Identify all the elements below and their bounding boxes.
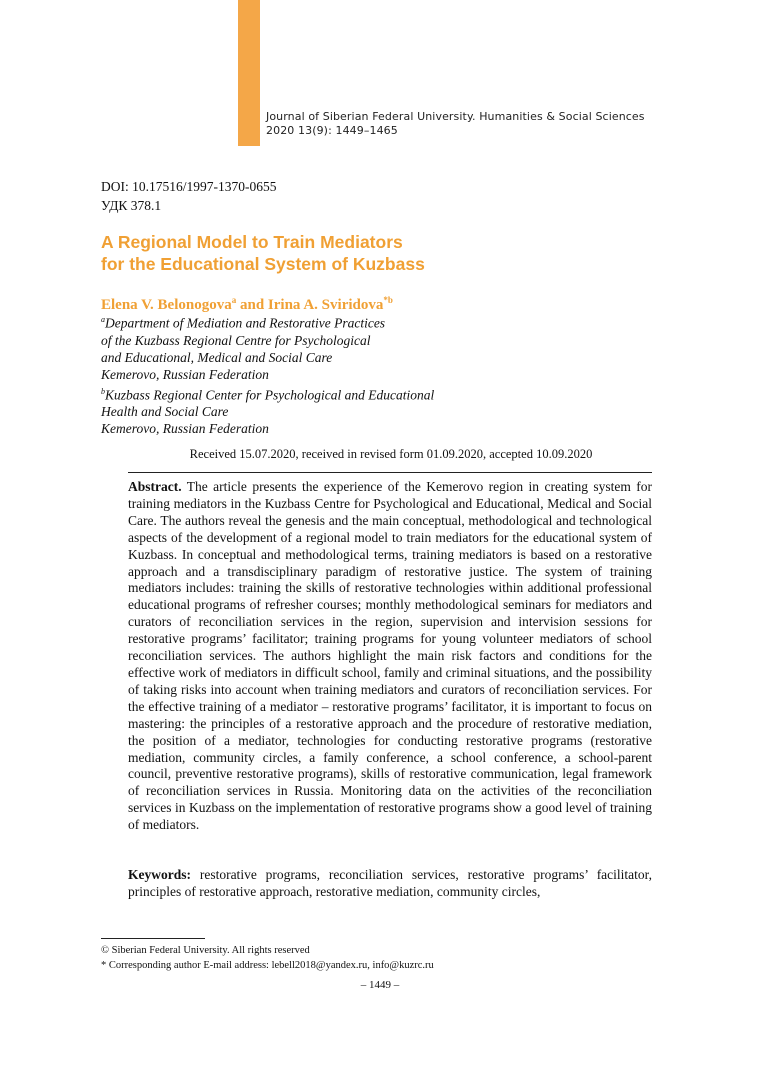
journal-header: [266, 110, 645, 138]
abstract-text: The article presents the experience of the Kemerovo region in creating system for training mediators in the Kuzbass Centre for Psychological and Educational, Medical and Social Care. The authors reveal the genesis and the main conceptual, methodological and technological aspects of the development of a regional model to train mediators for the educational system of Kuzbass. In conceptual and methodological terms, training mediators is based on a restorative approach and a transdisciplinary paradigm of restorative justice. The system of training mediators includes: training the skills of restorative technologies within additional professional educational programs of refresher courses; monthly methodological seminars for mediators and curators of reconciliation services in the region, supervision and intervision sessions for restorative programs’ facilitator; training programs for young volunteer mediators of school reconciliation services. The authors highlight the main risk factors and conditions for the effective work of mediators in difficult school, family and criminal situations, and the possibility of taking risks into account when training mediators and curators of reconciliation services. For the effective training of a mediator – restorative programs’ facilitator, it is important to focus on mastering: the principles of a restorative approach and the procedure of restorative mediation, the position of a mediator, technologies for conducting restorative programs (restorative mediation, community circles, a family conference, a school conference, a school-parent council, preventive restorative programs), skills of restorative communication, legal framework of reconciliation services in Russia. Monitoring data on the activities of the reconciliation services in Kuzbass on the implementation of restorative programs show a good level of training of mediators.: [128, 479, 652, 833]
copyright-note: © Siberian Federal University. All rights reserved: [101, 945, 310, 956]
affiliation-a-line-1: $^a$Department of Mediation and Restorative Practices: [101, 315, 386, 331]
author-1-mark: a: [231, 295, 237, 305]
received-dates: Received 15.07.2020, received in revised form 01.09.2020, accepted 10.09.2020: [189, 447, 593, 461]
abstract: [128, 479, 652, 834]
abstract-rule: [128, 472, 652, 473]
journal-accent-bar: [238, 0, 260, 146]
keywords-text: restorative programs, reconciliation services, restorative programs’ facilitator, principles of restorative approach, restorative mediation, community circles,: [128, 867, 652, 899]
affiliation-b-line-3: Kemerovo, Russian Federation: [101, 421, 269, 436]
udk: УДК 378.1: [101, 198, 162, 213]
author-2-mark: *b: [383, 295, 393, 305]
footnote-rule: [101, 938, 205, 939]
journal-name: Journal of Siberian Federal University. Humanities & Social Sciences: [266, 110, 645, 123]
affiliation-b-mark: b: [101, 386, 105, 396]
corresponding-author-note: * Corresponding author E-mail address: lebell2018@yandex.ru, info@kuzrc.ru: [101, 960, 434, 971]
affiliation-b-line-2: Health and Social Care: [101, 404, 229, 419]
affiliation-a-line-2: of the Kuzbass Regional Centre for Psychological: [101, 332, 371, 348]
title-line-1: A Regional Model to Train Mediators: [101, 232, 403, 252]
affiliation-a-line-4: Kemerovo, Russian Federation: [101, 366, 269, 382]
footnotes: [101, 943, 434, 973]
page-number: – 1449 –: [360, 979, 400, 991]
author-1: Elena V. Belonogova: [101, 297, 232, 313]
journal-issue: 2020 13(9): 1449–1465: [266, 124, 398, 137]
affiliation-a-mark: a: [101, 315, 105, 324]
author-2: Irina A. Sviridova: [267, 297, 384, 313]
affiliation-b-line-1: $^b$Kuzbass Regional Center for Psychological and Educational: [101, 386, 435, 402]
affiliation-a-line-3: and Educational, Medical and Social Care: [101, 349, 333, 365]
article-meta: [101, 177, 277, 215]
authors-conjunction: and: [236, 297, 268, 313]
affiliations: [101, 311, 434, 437]
article-title: [101, 231, 425, 275]
abstract-label: Abstract.: [128, 479, 182, 494]
doi: DOI: 10.17516/1997-1370-0655: [101, 179, 277, 194]
title-line-2: for the Educational System of Kuzbass: [101, 254, 425, 274]
keywords: [128, 866, 652, 900]
keywords-label: Keywords:: [128, 867, 191, 882]
